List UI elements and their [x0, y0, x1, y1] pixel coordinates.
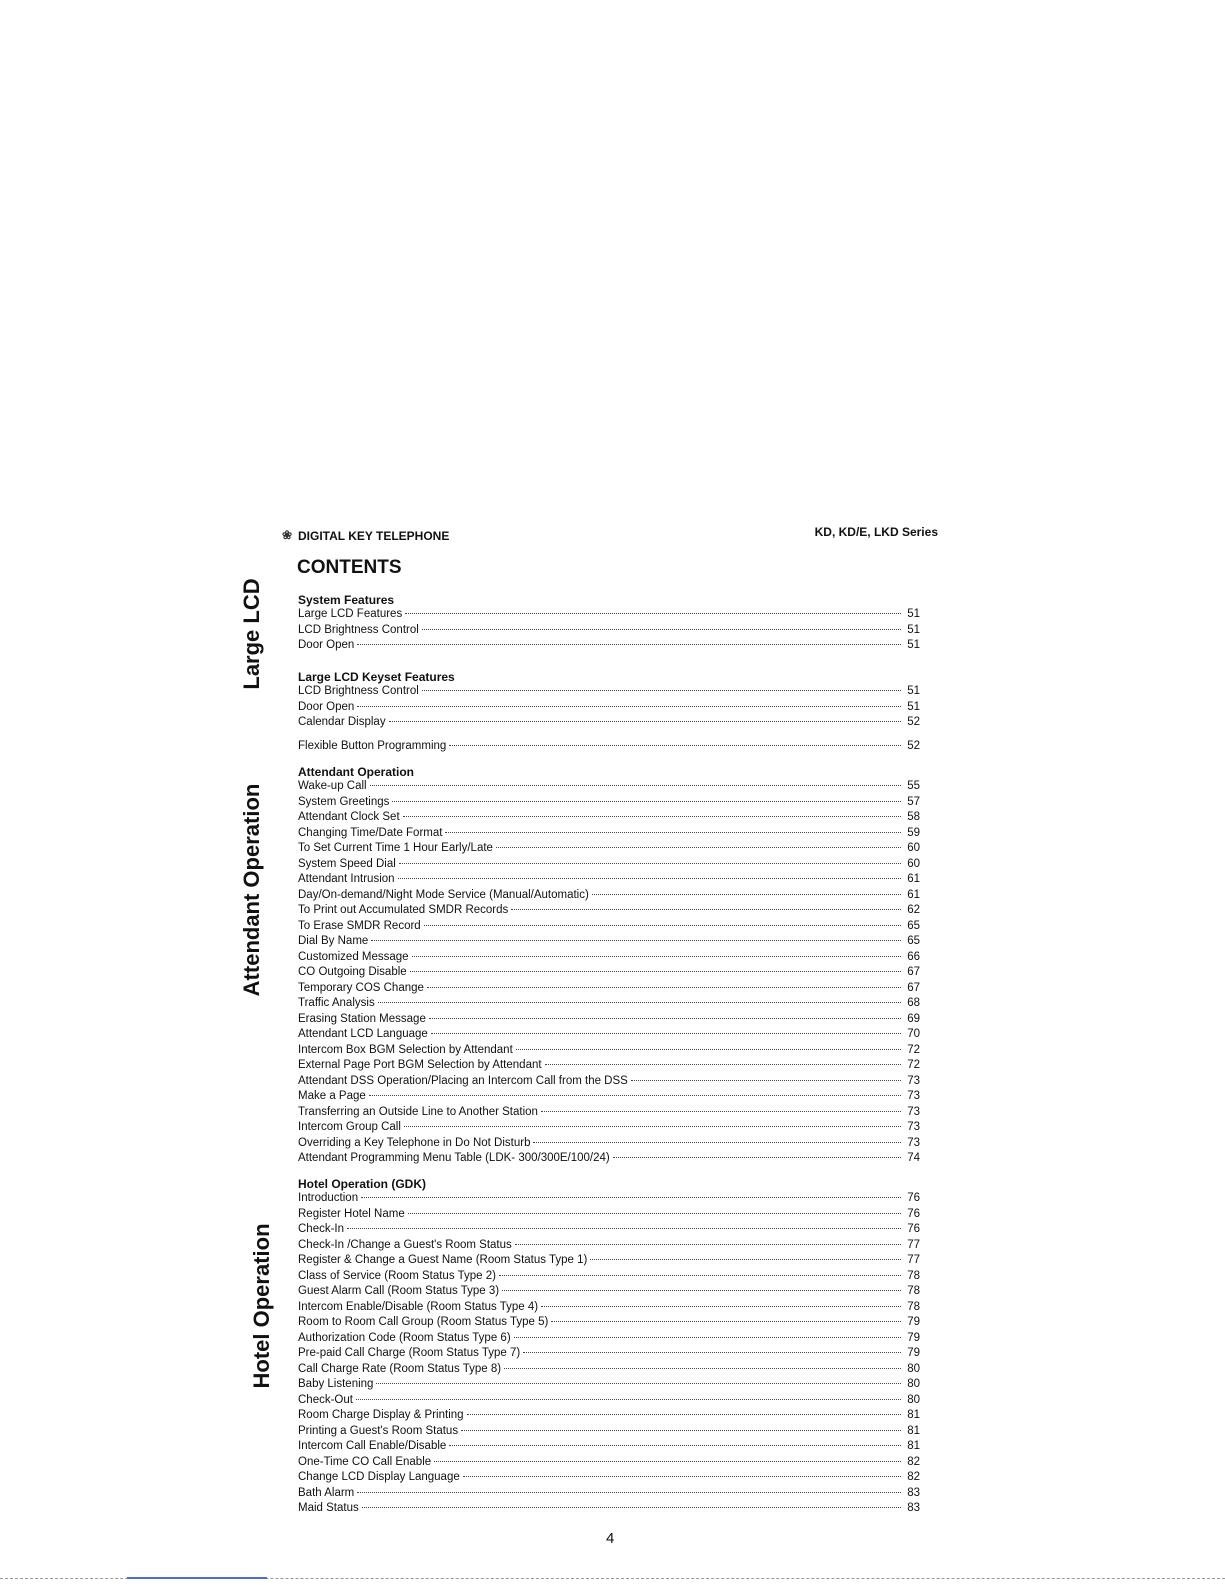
leader-dots [592, 894, 901, 895]
contents-title: CONTENTS [297, 557, 402, 578]
toc-entry-label: Day/On-demand/Night Mode Service (Manual/Automatic) [298, 888, 589, 901]
toc-entry-label: Erasing Station Message [298, 1012, 426, 1025]
toc-entry-label: Call Charge Rate (Room Status Type 8) [298, 1362, 502, 1375]
toc-entry-page: 81 [907, 1424, 920, 1437]
toc-entry-label: Wake-up Call [298, 780, 367, 792]
leader-dots [357, 1492, 901, 1493]
brand-logo-icon: ❀ [282, 528, 293, 542]
toc-entry[interactable] [298, 872, 920, 888]
toc-entry-label: Large LCD Features [298, 608, 403, 620]
toc-entry[interactable] [298, 950, 920, 966]
toc-entry[interactable] [298, 1486, 920, 1502]
toc-entry-page: 80 [907, 1378, 920, 1390]
toc-entry-page: 77 [907, 1254, 920, 1266]
toc-entry-label: Intercom Call Enable/Disable [298, 1440, 447, 1452]
toc-entry[interactable] [298, 1501, 920, 1517]
toc-section-attendant-operation [298, 765, 920, 1167]
toc-entry-label: Calendar Display [298, 716, 386, 728]
toc-entry-page: 51 [907, 623, 920, 636]
toc-entry-label: Transferring an Outside Line to Another Station [298, 1105, 538, 1118]
leader-dots [410, 971, 901, 972]
toc-entry-page: 55 [907, 780, 920, 792]
toc-entry[interactable] [298, 1284, 920, 1300]
toc-entry[interactable] [298, 715, 920, 731]
leader-dots [514, 1337, 901, 1338]
toc-entry-page: 69 [907, 1012, 920, 1025]
leader-dots [412, 956, 901, 957]
toc-entry-page: 83 [907, 1502, 920, 1514]
toc-entry-page: 65 [907, 919, 920, 932]
toc-entry-page: 57 [907, 795, 920, 808]
toc-entry[interactable] [298, 1470, 920, 1486]
toc-entry-page: 70 [907, 1028, 920, 1040]
toc-entry-label: Make a Page [298, 1090, 366, 1102]
leader-dots [378, 1002, 901, 1003]
toc-entry[interactable] [298, 1362, 920, 1378]
toc-entry-label: CO Outgoing Disable [298, 966, 407, 978]
toc-entry-label: To Erase SMDR Record [298, 919, 421, 932]
toc-entry[interactable] [298, 1424, 920, 1440]
toc-entry-label: LCD Brightness Control [298, 685, 419, 697]
toc-entry[interactable] [298, 700, 920, 716]
toc-entry-label: Class of Service (Room Status Type 2) [298, 1269, 496, 1282]
toc-entry-page: 79 [907, 1347, 920, 1359]
toc-entry-page: 59 [907, 826, 920, 839]
toc-entry-page: 72 [907, 1059, 920, 1071]
footer-accent-bar [127, 1577, 267, 1579]
leader-dots [590, 1259, 901, 1260]
toc-entry-label: LCD Brightness Control [298, 623, 419, 636]
toc-entry-label: Intercom Enable/Disable (Room Status Type 4) [298, 1300, 539, 1313]
leader-dots [404, 1126, 901, 1127]
toc-entry[interactable] [298, 638, 920, 654]
toc-entry-label: Pre-paid Call Charge (Room Status Type 7) [298, 1347, 521, 1359]
toc-entry[interactable] [298, 1222, 920, 1238]
toc-entry[interactable] [298, 981, 920, 997]
side-tab-attendant-operation: Attendant Operation [239, 783, 264, 997]
page-header [282, 525, 938, 546]
leader-dots [362, 1507, 901, 1508]
leader-dots [461, 1430, 901, 1431]
toc-entry-page: 73 [907, 1090, 920, 1102]
leader-dots [357, 706, 901, 707]
toc-entry-label: Attendant Clock Set [298, 811, 400, 823]
toc-entry[interactable] [298, 826, 920, 842]
toc-entry-page: 51 [907, 685, 920, 697]
toc-entry[interactable] [298, 1207, 920, 1223]
leader-dots [467, 1414, 901, 1415]
toc-entry-label: Attendant Intrusion [298, 873, 395, 885]
toc-entry[interactable] [298, 739, 920, 755]
toc-entry-page: 58 [907, 811, 920, 823]
toc-entry[interactable] [298, 1043, 920, 1059]
toc-entry[interactable] [298, 1105, 920, 1121]
leader-dots [431, 1033, 901, 1034]
toc-entry-label: To Print out Accumulated SMDR Records [298, 904, 509, 916]
toc-entry-page: 76 [907, 1223, 920, 1235]
toc-entry-label: Check-In /Change a Guest's Room Status [298, 1238, 512, 1251]
toc-entry[interactable] [298, 1136, 920, 1152]
leader-dots [424, 925, 901, 926]
toc-entry-page: 66 [907, 950, 920, 963]
header-series: KD, KD/E, LKD Series [814, 525, 938, 539]
toc-entry-label: Printing a Guest's Room Status [298, 1424, 459, 1437]
toc-entry[interactable] [298, 857, 920, 873]
toc-entry[interactable] [298, 841, 920, 857]
toc-entry[interactable] [298, 1377, 920, 1393]
toc-entry-page: 60 [907, 857, 920, 870]
leader-dots [408, 1213, 901, 1214]
leader-dots [403, 816, 901, 817]
toc-entry-page: 68 [907, 997, 920, 1009]
toc-entry[interactable] [298, 1439, 920, 1455]
toc-entry-page: 79 [907, 1331, 920, 1344]
toc-section-system-features [298, 593, 920, 654]
leader-dots [389, 721, 901, 722]
toc-entry[interactable] [298, 996, 920, 1012]
leader-dots [347, 1228, 901, 1229]
toc-entry-label: Door Open [298, 639, 355, 651]
toc-entry-label: Check-Out [298, 1393, 353, 1406]
toc-entry-label: Attendant Programming Menu Table (LDK- 300/300E/100/24) [298, 1152, 610, 1164]
toc-entry-label: Authorization Code (Room Status Type 6) [298, 1331, 511, 1344]
toc-entry-label: Overriding a Key Telephone in Do Not Disturb [298, 1136, 531, 1149]
toc-entry-page: 74 [907, 1152, 920, 1164]
toc-section-hotel-operation [298, 1177, 920, 1517]
leader-dots [399, 863, 901, 864]
toc-entry[interactable] [298, 1269, 920, 1285]
side-tab-large-lcd: Large LCD [239, 578, 264, 690]
toc-entry-page: 61 [907, 888, 920, 901]
toc-entry-page: 73 [907, 1105, 920, 1118]
toc-entry-page: 72 [907, 1043, 920, 1056]
toc-entry-page: 76 [907, 1192, 920, 1204]
leader-dots [361, 1197, 901, 1198]
toc-entry-page: 78 [907, 1285, 920, 1297]
leader-dots [523, 1352, 901, 1353]
toc-entry-page: 51 [907, 700, 920, 713]
leader-dots [371, 940, 901, 941]
leader-dots [357, 644, 901, 645]
leader-dots [499, 1275, 901, 1276]
toc-entry-label: Attendant DSS Operation/Placing an Intercom Call from the DSS [298, 1074, 628, 1087]
toc-entry-page: 60 [907, 842, 920, 854]
toc-entry[interactable] [298, 1058, 920, 1074]
leader-dots [502, 1290, 901, 1291]
toc-entry-label: Traffic Analysis [298, 997, 375, 1009]
toc-entry-label: System Speed Dial [298, 857, 396, 870]
leader-dots [392, 801, 901, 802]
header-product-title: DIGITAL KEY TELEPHONE [298, 529, 450, 543]
leader-dots [449, 745, 901, 746]
toc-entry-page: 73 [907, 1121, 920, 1133]
toc-entry-label: External Page Port BGM Selection by Attendant [298, 1059, 542, 1071]
leader-dots [551, 1321, 901, 1322]
toc-entry-page: 82 [907, 1471, 920, 1483]
leader-dots [434, 1461, 901, 1462]
toc-entry-label: Baby Listening [298, 1378, 374, 1390]
toc-section-keyset-features [298, 670, 920, 754]
toc-entry-label: Register & Change a Guest Name (Room Status Type 1) [298, 1254, 588, 1266]
toc-entry-label: Room Charge Display & Printing [298, 1409, 464, 1421]
section-title: Attendant Operation [298, 765, 414, 779]
toc-entry-label: System Greetings [298, 795, 390, 808]
leader-dots [398, 878, 901, 879]
toc-entry-page: 80 [907, 1393, 920, 1406]
toc-entry-page: 73 [907, 1136, 920, 1149]
page-number: 4 [606, 1530, 615, 1547]
toc-entry[interactable] [298, 684, 920, 700]
leader-dots [613, 1157, 901, 1158]
toc-entry-page: 81 [907, 1409, 920, 1421]
toc-entry[interactable] [298, 795, 920, 811]
leader-dots [422, 690, 901, 691]
leader-dots [516, 1049, 901, 1050]
toc-entry[interactable] [298, 1074, 920, 1090]
toc-entry[interactable] [298, 1408, 920, 1424]
leader-dots [370, 785, 901, 786]
toc-entry[interactable] [298, 1089, 920, 1105]
leader-dots [445, 832, 901, 833]
leader-dots [463, 1476, 901, 1477]
toc-entry-page: 67 [907, 981, 920, 994]
toc-entry[interactable] [298, 607, 920, 623]
toc-entry[interactable] [298, 1331, 920, 1347]
leader-dots [429, 1018, 901, 1019]
toc-entry-page: 83 [907, 1486, 920, 1499]
toc-entry-label: Changing Time/Date Format [298, 826, 443, 839]
leader-dots [545, 1064, 901, 1065]
toc-entry-label: Intercom Group Call [298, 1121, 401, 1133]
toc-entry-label: Temporary COS Change [298, 981, 424, 994]
toc-entry-label: Bath Alarm [298, 1486, 355, 1499]
leader-dots [449, 1445, 901, 1446]
toc-entry-page: 67 [907, 966, 920, 978]
leader-dots [511, 909, 901, 910]
section-title: System Features [298, 593, 395, 607]
toc-entry-page: 61 [907, 873, 920, 885]
toc-entry-label: One-Time CO Call Enable [298, 1455, 432, 1468]
leader-dots [376, 1383, 901, 1384]
toc-entry-label: Guest Alarm Call (Room Status Type 3) [298, 1285, 500, 1297]
toc-entry[interactable] [298, 1346, 920, 1362]
toc-entry[interactable] [298, 888, 920, 904]
section-title: Large LCD Keyset Features [298, 670, 455, 684]
leader-dots [533, 1142, 901, 1143]
leader-dots [369, 1095, 901, 1096]
toc-entry-label: Door Open [298, 700, 355, 713]
toc-entry[interactable] [298, 1191, 920, 1207]
toc-entry[interactable] [298, 810, 920, 826]
toc-entry-page: 73 [907, 1074, 920, 1087]
leader-dots [504, 1368, 901, 1369]
toc-entry[interactable] [298, 1238, 920, 1254]
toc-entry[interactable] [298, 965, 920, 981]
toc-entry-page: 79 [907, 1316, 920, 1328]
toc-entry-page: 62 [907, 904, 920, 916]
leader-dots [427, 987, 901, 988]
toc-entry[interactable] [298, 1253, 920, 1269]
leader-dots [631, 1080, 901, 1081]
toc-entry-label: Change LCD Display Language [298, 1471, 460, 1483]
toc-entry-page: 78 [907, 1300, 920, 1313]
toc-entry-page: 52 [907, 739, 920, 752]
section-title: Hotel Operation (GDK) [298, 1177, 426, 1191]
toc-entry[interactable] [298, 1120, 920, 1136]
toc-entry[interactable] [298, 1012, 920, 1028]
toc-entry[interactable] [298, 1455, 920, 1471]
toc-entry-page: 81 [907, 1440, 920, 1452]
toc-entry-page: 78 [907, 1269, 920, 1282]
toc-entry-page: 76 [907, 1207, 920, 1220]
toc-entry[interactable] [298, 903, 920, 919]
toc-entry-label: Flexible Button Programming [298, 739, 447, 752]
leader-dots [541, 1111, 901, 1112]
toc-entry[interactable] [298, 1027, 920, 1043]
toc-entry[interactable] [298, 1315, 920, 1331]
leader-dots [405, 613, 901, 614]
toc-entry[interactable] [298, 1300, 920, 1316]
toc-entry-label: Customized Message [298, 950, 409, 963]
toc-entry-label: Introduction [298, 1192, 359, 1204]
toc-entry-page: 80 [907, 1362, 920, 1375]
toc-entry[interactable] [298, 919, 920, 935]
toc-entry[interactable] [298, 779, 920, 795]
toc-entry-label: To Set Current Time 1 Hour Early/Late [298, 842, 493, 854]
toc-entry-page: 77 [907, 1238, 920, 1251]
toc-entry-page: 51 [907, 639, 920, 651]
toc-entry-page: 65 [907, 935, 920, 947]
side-tab-hotel-operation: Hotel Operation [249, 1223, 274, 1389]
leader-dots [515, 1244, 901, 1245]
toc-entry-label: Check-In [298, 1223, 345, 1235]
toc-entry-label: Maid Status [298, 1502, 359, 1514]
leader-dots [422, 629, 901, 630]
leader-dots [541, 1306, 901, 1307]
leader-dots [496, 847, 901, 848]
toc-entry[interactable] [298, 623, 920, 639]
toc-entry[interactable] [298, 934, 920, 950]
toc-entry-label: Register Hotel Name [298, 1207, 405, 1220]
toc-entry-label: Dial By Name [298, 935, 369, 947]
toc-entry[interactable] [298, 1151, 920, 1167]
toc-entry-label: Intercom Box BGM Selection by Attendant [298, 1043, 513, 1056]
toc-entry-page: 52 [907, 716, 920, 728]
toc-entry-label: Room to Room Call Group (Room Status Type 5) [298, 1316, 549, 1328]
toc-entry-page: 82 [907, 1455, 920, 1468]
toc-entry-page: 51 [907, 608, 920, 620]
toc-entry-label: Attendant LCD Language [298, 1028, 428, 1040]
toc-entry[interactable] [298, 1393, 920, 1409]
leader-dots [356, 1399, 901, 1400]
